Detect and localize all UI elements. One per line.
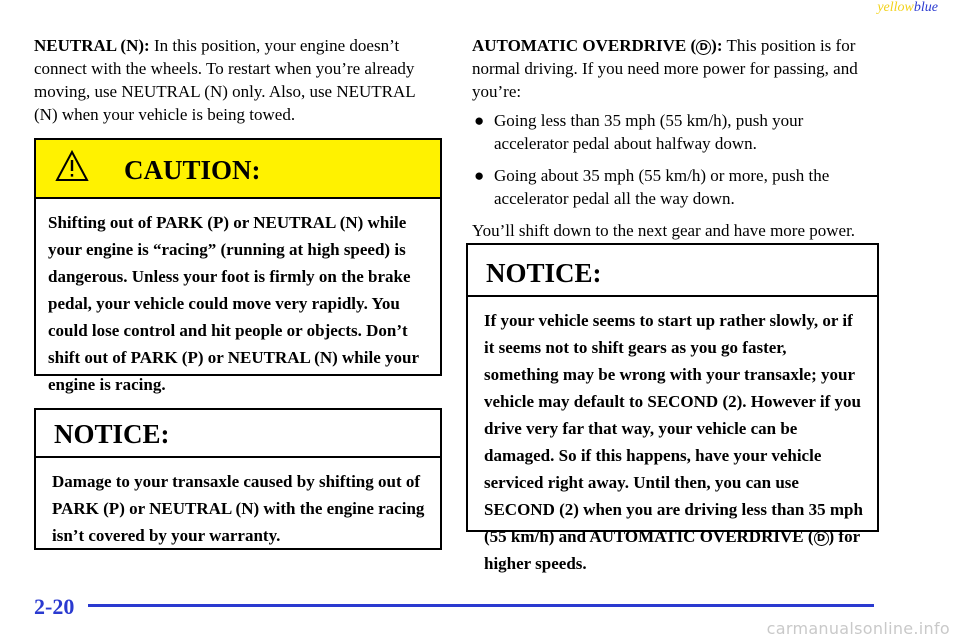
- overdrive-text: This position is for normal driving. If you need more power for passing, and you’re:: [472, 36, 858, 101]
- overdrive-label: [472, 36, 723, 55]
- notice-box-transaxle-damage: [34, 408, 442, 550]
- notice-title: NOTICE:: [486, 258, 602, 288]
- notice-header: [36, 410, 440, 458]
- bullet-icon: ●: [474, 111, 485, 130]
- speed-bullet-list: [472, 109, 882, 210]
- overdrive-d-icon: D: [814, 531, 829, 546]
- neutral-text: In this position, your engine doesn’t connect with the wheels. To restart when you’re already moving, use NEUTRAL (N) only. Also, use NEUTRAL (N) when your vehicle is being towed.: [34, 36, 416, 124]
- caution-body: Shifting out of PARK (P) or NEUTRAL (N) while your engine is “racing” (running at high speed) is dangerous. Unless your foot is firmly on the brake pedal, your vehicle could move very rapidly. You could lose control and hit people or objects. Don’t shift out of PARK (P) or NEUTRAL (N) while your engine is racing.: [48, 213, 419, 394]
- shift-down-paragraph: You’ll shift down to the next gear and have more power.: [472, 221, 856, 240]
- overdrive-paragraph: [472, 34, 882, 103]
- notice-body: Damage to your transaxle caused by shifting out of PARK (P) or NEUTRAL (N) with the engine racing isn’t covered by your warranty.: [52, 472, 425, 545]
- bullet-text: Going about 35 mph (55 km/h) or more, push the accelerator pedal all the way down.: [494, 166, 830, 208]
- page-number: 2-20: [34, 594, 75, 619]
- overdrive-label-end: ):: [711, 36, 723, 55]
- notice-box-transaxle-problem: [466, 243, 879, 573]
- caution-box: [34, 138, 442, 394]
- notice-body-text: If your vehicle seems to start up rather slowly, or if it seems not to shift gears as you go faster, something may be wrong with your transaxle; your vehicle may default to SECOND (2). However if you drive very far that way, your vehicle can be damaged. So if this happens, have your vehicle serviced right away. Until then, you can use SECOND (2) when you are driving less than 35 mph (55 km/h) and AUTOMATIC OVERDRIVE (: [484, 311, 863, 546]
- bullet-text: Going less than 35 mph (55 km/h), push your accelerator pedal about halfway down.: [494, 111, 804, 153]
- left-column: [34, 34, 442, 126]
- notice-header: [468, 245, 877, 297]
- neutral-label: NEUTRAL (N):: [34, 36, 150, 55]
- caution-title: CAUTION:: [124, 155, 261, 185]
- watermark: carmanualsonline.info: [766, 619, 950, 638]
- overdrive-d-icon: D: [696, 40, 711, 55]
- neutral-paragraph: [34, 34, 442, 126]
- footer-rule: [88, 604, 874, 607]
- list-item: [472, 109, 882, 155]
- notice-body: [468, 297, 877, 577]
- overdrive-label-text: AUTOMATIC OVERDRIVE (: [472, 36, 697, 55]
- bullet-icon: ●: [474, 166, 485, 185]
- right-column: [472, 34, 882, 242]
- list-item: [472, 164, 882, 210]
- notice-title: NOTICE:: [54, 419, 170, 449]
- edition-tag-yellow: yellow: [877, 0, 914, 15]
- edition-tag-blue: blue: [913, 0, 938, 15]
- caution-header: [36, 140, 440, 199]
- edition-tag: [877, 0, 938, 16]
- warning-triangle-icon: [55, 150, 89, 182]
- notice-body-end: ) for higher speeds.: [484, 527, 860, 573]
